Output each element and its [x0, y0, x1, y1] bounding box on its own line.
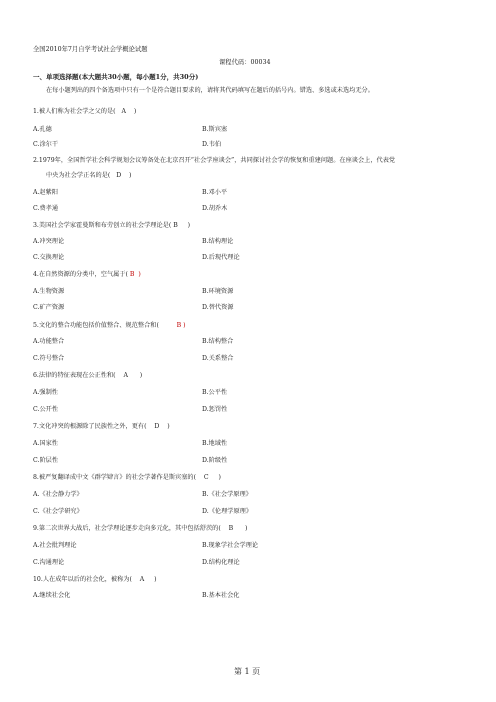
question-3-option-a: A.冲突理论 — [33, 238, 65, 245]
question-8-answer: C — [203, 474, 209, 481]
question-1-option-d: D.韦伯 — [202, 141, 222, 148]
question-4-answer: B — [129, 271, 135, 278]
question-2-option-d: D.胡乔木 — [202, 205, 228, 212]
page-number: 第 1 页 — [234, 667, 261, 676]
question-10-stem: 10.人在成年以后的社会化，被称为( A ) — [33, 576, 157, 583]
question-7-stem: 7.文化冲突的根源除了民族性之外，更有( D ) — [33, 423, 170, 430]
question-6-option-d: D.惩罚性 — [202, 406, 228, 413]
question-8-option-c: C.《社会学研究》 — [33, 508, 83, 515]
question-5-option-a: A.功能整合 — [33, 338, 65, 345]
question-4-option-b: B.环境资源 — [202, 288, 234, 295]
question-4-option-c: C.矿产资源 — [33, 304, 65, 311]
question-6-stem: 6.法律的特征表现在公正性和( A ) — [33, 372, 143, 379]
question-7-option-c: C.阶层性 — [33, 457, 59, 464]
question-9-option-d: D.结构化理论 — [202, 559, 240, 566]
question-2-stem-line2: 中央为社会学正名的是( D ) — [46, 172, 132, 179]
question-1-answer: A — [121, 108, 126, 115]
question-9-stem: 9.第二次世界大战后，社会学理论逐步走向多元化，其中包括舒茨的( B ) — [33, 525, 248, 532]
question-7-option-d: D.阶级性 — [202, 457, 228, 464]
question-2-option-a: A.赵紫阳 — [33, 189, 58, 196]
question-5-option-c: C.符号整合 — [33, 355, 65, 362]
question-9-answer: B — [228, 525, 234, 532]
question-3-option-d: D.后现代理论 — [202, 254, 240, 261]
question-6-option-c: C.公开性 — [33, 406, 59, 413]
question-9-option-c: C.沟通理论 — [33, 559, 65, 566]
question-1-option-b: B.斯宾塞 — [202, 126, 228, 133]
question-8-option-d: D.《伦理学原理》 — [202, 508, 253, 515]
question-4-option-d: D.替代资源 — [202, 304, 234, 311]
question-5-option-b: B.结构整合 — [202, 338, 234, 345]
question-6-answer: A — [123, 372, 128, 379]
question-1-stem: 1.被人们称为社会学之父的是( A ) — [33, 108, 137, 115]
question-10-answer: A — [139, 576, 145, 583]
question-8-option-a: A.《社会静力学》 — [33, 491, 83, 498]
question-3-option-c: C.交换理论 — [33, 254, 65, 261]
question-5-stem: 5.文化的整合功能包括价值整合、规范整合和( B ) — [33, 322, 186, 329]
question-2-stem: 2.1979年，全国哲学社会科学规划会议筹备处在北京召开“社会学座谈会”，共同探讨社会学的恢复和重建问题。在座谈会上，代表党 — [33, 157, 396, 164]
question-5-option-d: D.关系整合 — [202, 355, 234, 362]
question-8-option-b: B.《社会学原理》 — [202, 491, 252, 498]
question-1-option-a: A.孔德 — [33, 126, 52, 133]
question-9-option-a: A.社会批判理论 — [33, 542, 77, 549]
question-3-option-b: B.结构理论 — [202, 238, 234, 245]
section-title: 一、单项选择题(本大题共30小题，每小题1分，共30分) — [33, 73, 199, 81]
question-4-stem: 4.在自然资源的分类中，空气属于( B ) — [33, 271, 141, 278]
question-2-option-b: B.邓小平 — [202, 189, 228, 196]
question-3-answer: B — [173, 222, 178, 229]
section-instruction: 在每小题列出的四个备选项中只有一个是符合题目要求的，请将其代码填写在题后的括号内。错选、多选或未选均无分。 — [46, 87, 374, 94]
question-6-option-a: A.强制性 — [33, 389, 58, 396]
question-8-stem: 8.被严复翻译成中文《群学肄言》的社会学著作是斯宾塞的( C ) — [33, 474, 221, 481]
question-10-option-a: A.继续社会化 — [33, 592, 71, 599]
question-7-option-b: B.地域性 — [202, 440, 228, 447]
question-1-option-c: C.涂尔干 — [33, 141, 59, 148]
question-7-option-a: A.国家性 — [33, 440, 58, 447]
question-10-option-b: B.基本社会化 — [202, 592, 240, 599]
question-2-answer: D — [116, 172, 122, 179]
question-7-answer: D — [154, 423, 160, 430]
question-3-stem: 3.美国社会学家霍曼斯和布劳创立的社会学理论是( B ) — [33, 222, 191, 229]
course-code: 课程代码：00034 — [219, 59, 271, 66]
question-6-option-b: B.公平性 — [202, 389, 228, 396]
question-4-option-a: A.生物资源 — [33, 288, 65, 295]
question-2-option-c: C.费孝通 — [33, 205, 59, 212]
question-5-answer: B — [176, 322, 182, 329]
question-9-option-b: B.现象学社会学理论 — [202, 542, 259, 549]
exam-title: 全国2010年7月自学考试社会学概论试题 — [33, 46, 148, 53]
